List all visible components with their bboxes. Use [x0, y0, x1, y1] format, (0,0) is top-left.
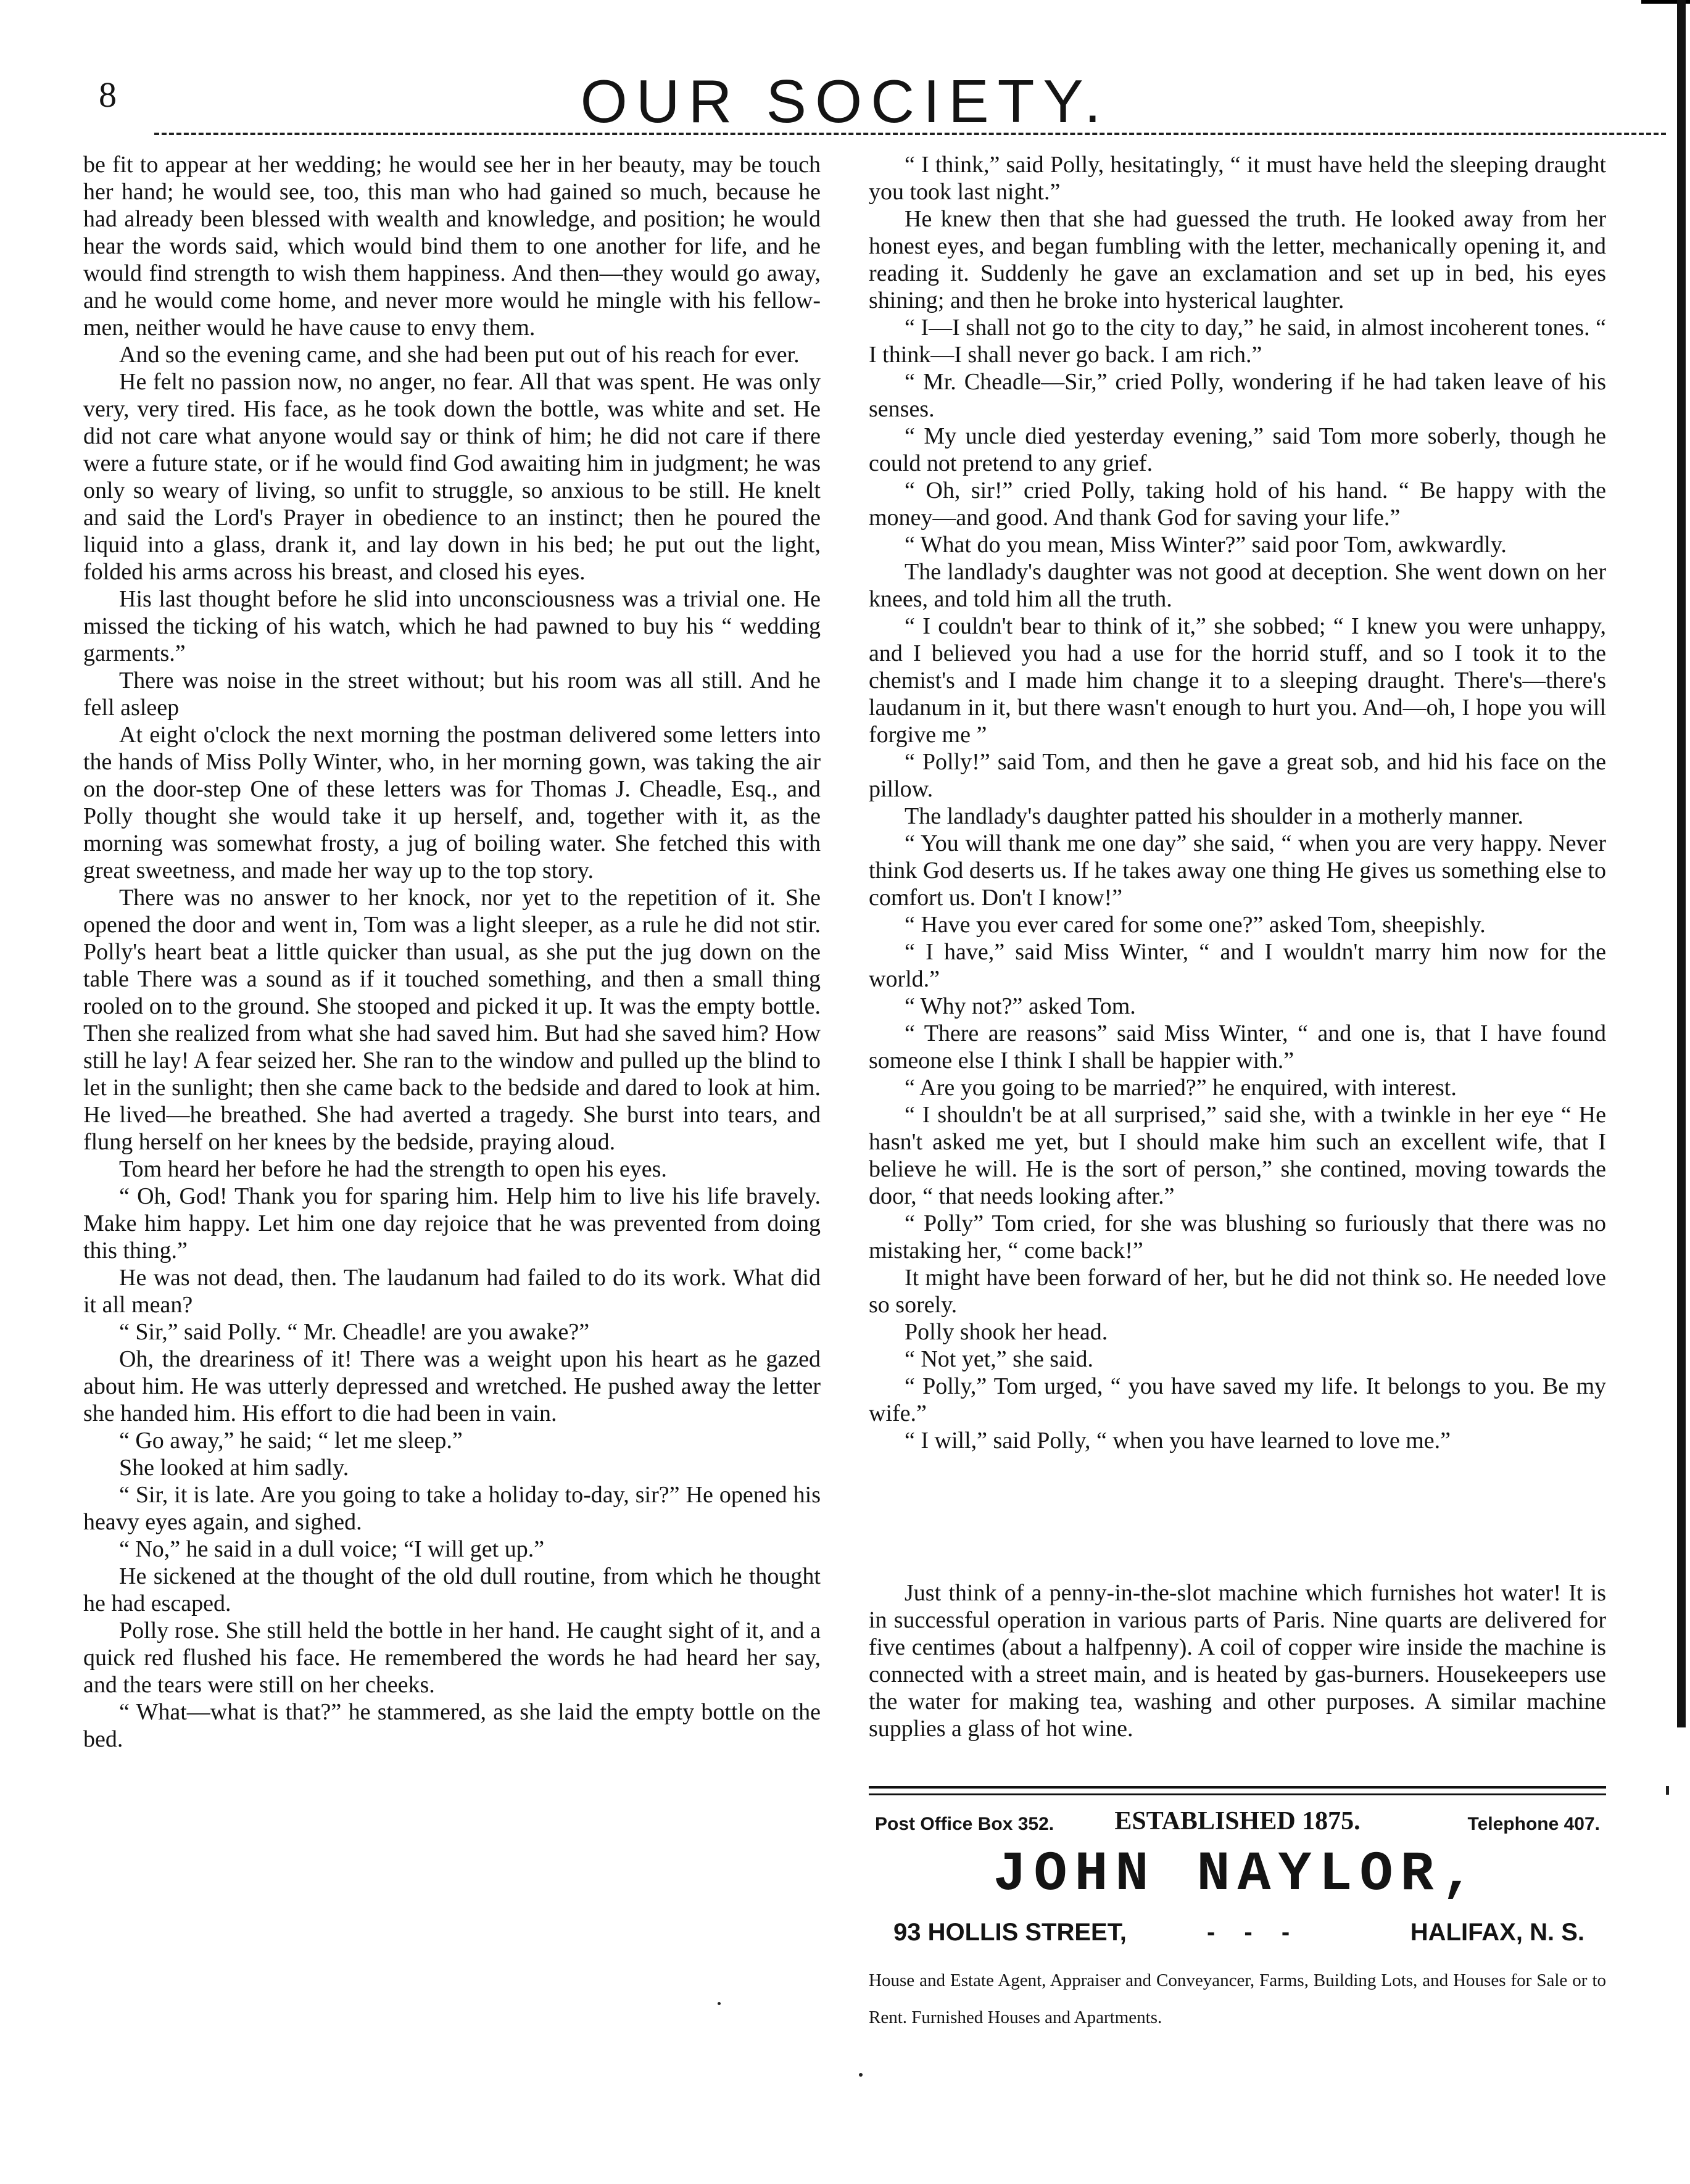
advert-street: 93 HOLLIS STREET, — [893, 1919, 1127, 1946]
advert-telephone: Telephone 407. — [1467, 1814, 1600, 1834]
story-paragraph: “ Not yet,” she said. — [905, 1346, 1094, 1372]
advert-city: HALIFAX, N. S. — [1410, 1919, 1584, 1946]
print-speck — [859, 2073, 863, 2077]
story-paragraph: “ Polly!” said Tom, and then he gave a great sob, and hid his face on the pillow. — [869, 749, 1606, 802]
story-paragraph: “ What do you mean, Miss Winter?” said poor Tom, awkwardly. — [905, 532, 1507, 558]
story-paragraph: He was not dead, then. The laudanum had failed to do its work. What did it all mean? — [83, 1265, 821, 1318]
advert-description: House and Estate Agent, Appraiser and Conveyancer, Farms, Building Lots, and Houses for Sale or to Rent. Furnished Houses and Apartments. — [869, 1971, 1606, 2027]
print-speck — [718, 2002, 721, 2005]
advert-established: ESTABLISHED 1875. — [1114, 1807, 1361, 1835]
story-paragraph: “ I shouldn't be at all surprised,” said she, with a twinkle in her eye “ He hasn't asked me yet, but I should make him such an excellent wife, that I believe he will. He is the sort of person,” she contined, moving towards the door, “ that needs looking after.” — [869, 1102, 1606, 1209]
masthead-title: OUR SOCIETY. — [580, 67, 1110, 135]
advert-rule-bottom — [869, 1793, 1606, 1795]
story-paragraph: His last thought before he slid into unconsciousness was a trivial one. He missed the ticking of his watch, which he had pawned to buy his “ wedding garments.” — [83, 586, 821, 666]
story-paragraph: “ Sir,” said Polly. “ Mr. Cheadle! are you awake?” — [119, 1319, 590, 1345]
story-paragraph: At eight o'clock the next morning the postman delivered some letters into the hands of Miss Polly Winter, who, in her morning gown, was taking the air on the door-step One of these letters was for Thomas J. Cheadle, Esq., and Polly thought she would take it up herself, and, together with it, as the morning was somewhat frosty, a jug of boiling water. She fetched this with great sweetness, and made her way up to the top story. — [83, 722, 821, 883]
story-paragraph: Polly rose. She still held the bottle in her hand. He caught sight of it, and a quick red flushed his face. He remembered the words he had heard her say, and the tears were still on her cheeks. — [83, 1618, 821, 1698]
advert-rule-top — [869, 1786, 1606, 1789]
story-paragraph: “ What—what is that?” he stammered, as she laid the empty bottle on the bed. — [83, 1699, 821, 1752]
advert-address — [893, 1919, 1603, 1956]
print-speck — [1666, 1786, 1669, 1795]
story-paragraph: be fit to appear at her wedding; he would see her in her beauty, may be touch her hand; he would see, too, this man who had gained so much, because he had already been blessed with wealth and knowledge, and position; he would hear the words said, which would bind them to one another for life, and he would find strength to wish them happiness. And then—they would go away, and he would come home, and never more would he mingle with his fellow-men, neither would he have cause to envy them. — [83, 152, 821, 341]
story-paragraph: There was no answer to her knock, nor yet to the repetition of it. She opened the door and went in, Tom was a light sleeper, as a rule he did not stir. Polly's heart beat a little quicker than usual, as she put the jug down on the table There was a sound as if it touched something, and then a small thing rooled on to the ground. She stooped and picked it up. It was the empty bottle. Then she realized from what she had saved him. But had she saved him? How still he lay! A fear seized her. She ran to the window and pulled up the blind to let in the sunlight; then she came back to the bedside and dared to look at him. He lived—he breathed. She had averted a tragedy. She burst into tears, and flung herself on her knees by the bedside, praying aloud. — [83, 885, 821, 1155]
story-paragraph: “ Are you going to be married?” he enquired, with interest. — [905, 1075, 1457, 1101]
story-paragraph: “ I couldn't bear to think of it,” she sobbed; “ I knew you were unhappy, and I believed you had a use for the horrid stuff, and so I took it to the chemist's and I made him change it to a sleeping draught. There's—there's laudanum in it, but there wasn't enough to hurt you. And—oh, I hope you will forgive me ” — [869, 613, 1606, 748]
story-paragraph: Tom heard her before he had the strength to open his eyes. — [119, 1156, 667, 1182]
story-paragraph: “ There are reasons” said Miss Winter, “ and one is, that I have found someone else I think I shall be happier with.” — [869, 1020, 1606, 1073]
story-paragraph: “ I think,” said Polly, hesitatingly, “ it must have held the sleeping draught you took last night.” — [869, 152, 1606, 205]
advert-name: JOHN NAYLOR, — [993, 1843, 1482, 1906]
notice-block — [869, 1579, 1606, 1742]
page-number: 8 — [99, 75, 117, 115]
story-paragraph: “ Polly,” Tom urged, “ you have saved my life. It belongs to you. Be my wife.” — [869, 1373, 1606, 1426]
story-paragraph: Oh, the dreariness of it! There was a weight upon his heart as he gazed about him. He was utterly depressed and wretched. He pushed away the letter she handed him. His effort to die had been in vain. — [83, 1346, 821, 1426]
story-paragraph: “ My uncle died yesterday evening,” said Tom more soberly, though he could not pretend to any grief. — [869, 423, 1606, 476]
story-paragraph: Polly shook her head. — [905, 1319, 1108, 1345]
story-paragraph: It might have been forward of her, but he did not think so. He needed love so sorely. — [869, 1265, 1606, 1318]
notice-paragraph: Just think of a penny-in-the-slot machine which furnishes hot water! It is in successful operation in various parts of Paris. Nine quarts are delivered for five centimes (about a halfpenny). A coil of copper wire inside the machine is connected with a street main, and is heated by gas-burners. Housekeepers use the water for making tea, washing and other purposes. A similar machine supplies a glass of hot wine. — [869, 1580, 1606, 1742]
story-paragraph: “ I—I shall not go to the city to day,” he said, in almost incoherent tones. “ I think—I shall never go back. I am rich.” — [869, 315, 1606, 368]
story-paragraph: He sickened at the thought of the old dull routine, from which he thought he had escaped. — [83, 1563, 821, 1616]
story-paragraph: “ Mr. Cheadle—Sir,” cried Polly, wondering if he had taken leave of his senses. — [869, 369, 1606, 422]
story-paragraph: “ Go away,” he said; “ let me sleep.” — [119, 1428, 463, 1454]
story-paragraph: There was noise in the street without; but his room was all still. And he fell asleep — [83, 668, 821, 721]
story-paragraph: The landlady's daughter was not good at deception. She went down on her knees, and told him all the truth. — [869, 559, 1606, 612]
story-paragraph: “ Polly” Tom cried, for she was blushing so furiously that there was no mistaking her, “ come back!” — [869, 1210, 1606, 1264]
page-border-right — [1677, 0, 1686, 1727]
story-paragraph: “ Sir, it is late. Are you going to take a holiday to-day, sir?” He opened his heavy eyes again, and sighed. — [83, 1482, 821, 1535]
story-paragraph: “ You will thank me one day” she said, “ when you are very happy. Never think God deserts us. If he takes away one thing He gives us something else to comfort us. Don't I know!” — [869, 830, 1606, 911]
story-column-left — [83, 151, 821, 1753]
masthead-rule — [154, 133, 1666, 135]
advert-po-box: Post Office Box 352. — [875, 1814, 1054, 1834]
story-paragraph: The landlady's daughter patted his shoulder in a motherly manner. — [905, 803, 1524, 829]
story-paragraph: He felt no passion now, no anger, no fear. All that was spent. He was only very, very tired. His face, as he took down the bottle, was white and set. He did not care what anyone would say or think of him; he did not care if there were a future state, or if he would find God awaiting him in judgment; he was only so weary of living, so unfit to struggle, so anxious to be still. He knelt and said the Lord's Prayer in obedience to an instinct; then he poured the liquid into a glass, drank it, and lay down in his bed; he put out the light, folded his arms across his breast, and closed his eyes. — [83, 369, 821, 585]
story-column-right — [869, 151, 1606, 1454]
advert-dashes: - - - — [1207, 1919, 1301, 1946]
story-paragraph: She looked at him sadly. — [119, 1455, 349, 1481]
story-paragraph: And so the evening came, and she had been put out of his reach for ever. — [119, 342, 800, 368]
story-paragraph: “ I have,” said Miss Winter, “ and I wouldn't marry him now for the world.” — [869, 939, 1606, 992]
story-paragraph: “ Oh, sir!” cried Polly, taking hold of his hand. “ Be happy with the money—and good. And thank God for saving your life.” — [869, 478, 1606, 531]
story-paragraph: “ Have you ever cared for some one?” asked Tom, sheepishly. — [905, 912, 1486, 938]
story-paragraph: “ Oh, God! Thank you for sparing him. Help him to live his life bravely. Make him happy. Let him one day rejoice that he was prevented from doing this thing.” — [83, 1183, 821, 1264]
story-paragraph: He knew then that she had guessed the truth. He looked away from her honest eyes, and began fumbling with the letter, mechanically opening it, and reading it. Suddenly he gave an exclamation and set up in bed, his eyes shining; and then he broke into hysterical laughter. — [869, 206, 1606, 313]
story-paragraph: “ No,” he said in a dull voice; “I will get up.” — [119, 1536, 545, 1562]
story-paragraph: “ I will,” said Polly, “ when you have learned to love me.” — [905, 1428, 1451, 1454]
story-paragraph: “ Why not?” asked Tom. — [905, 993, 1136, 1019]
advert-header — [869, 1806, 1606, 1837]
